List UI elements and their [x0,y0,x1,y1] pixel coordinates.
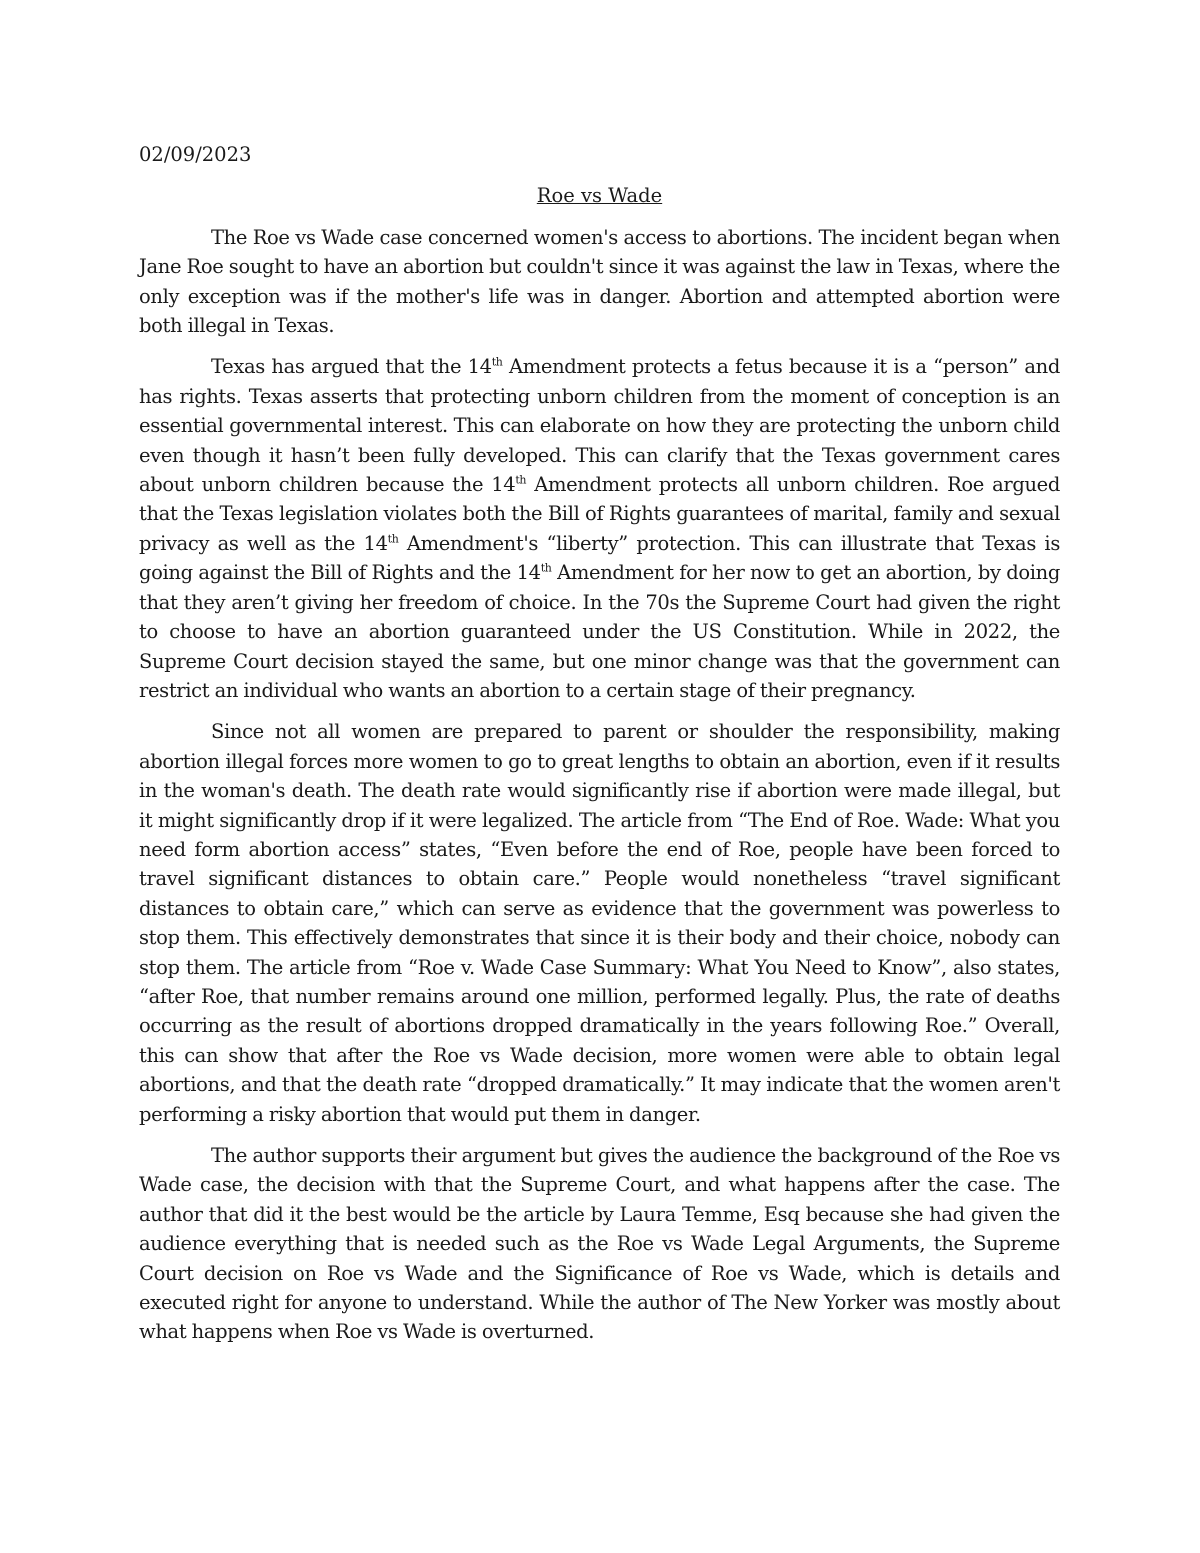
document-title: Roe vs Wade [536,184,663,208]
ordinal-superscript: th [491,355,503,369]
paragraph-text: Since not all women are prepared to parent or shoulder the responsibility, making abortion illegal forces more women to go to great lengths to obtain an abortion, even if it results in the woman's death. The death rate would significantly rise if abortion were made illegal, but it might significantly drop if it were legalized. The article from “The End of Roe. Wade: What you need form abortion access” states, “Even before the end of Roe, people have been forced to travel significant distances to obtain care.” People would nonetheless “travel significant distances to obtain care,” which can serve as evidence that the government was powerless to stop them. This effectively demonstrates that since it is their body and their choice, nobody can stop them. The article from “Roe v. Wade Case Summary: What You Need to Know”, also states, “after Roe, that number remains around one million, performed legally. Plus, the rate of deaths occurring as the result of abortions dropped dramatically in the years following Roe.” Overall, this can show that after the Roe vs Wade decision, more women were able to obtain legal abortions, and that the death rate “dropped dramatically.” It may indicate that the women aren't performing a risky abortion that would put them in danger. [139,720,1060,1126]
paragraph-text: Amendment protects a fetus because it is a “person” and has rights. Texas asserts that protecting unborn children from the moment of conception is an essential governmental interest. This can elaborate on how they are protecting the unborn child even though it hasn’t been fully developed. This can clarify that the Texas government cares about unborn children because the 14 [139,355,1060,497]
paragraph-text: The Roe vs Wade case concerned women's access to abortions. The incident began when Jane Roe sought to have an abortion but couldn't since it was against the law in Texas, where the only exception was if the mother's life was in danger. Abortion and attempted abortion were both illegal in Texas. [139,225,1060,338]
body-paragraph [139,1141,1060,1347]
paragraph-text: Texas has argued that the 14 [211,355,492,379]
paragraph-text: Amendment for her now to get an abortion, by doing that they aren’t giving her freedom of choice. In the 70s the Supreme Court had given the right to choose to have an abortion guaranteed under the US Constitution. While in 2022, the Supreme Court decision stayed the same, but one minor change was that the government can restrict an individual who wants an abortion to a certain stage of their pregnancy. [139,561,1061,702]
paragraph-text: Amendment's “liberty” protection. This can illustrate that Texas is going against the Bill of Rights and the 14 [139,531,1060,585]
document-body [139,223,1060,1347]
document-date: 02/09/2023 [139,143,252,166]
ordinal-superscript: th [515,473,527,487]
ordinal-superscript: th [540,561,552,575]
body-paragraph [139,352,1060,705]
body-paragraph [139,717,1060,1129]
paragraph-text: The author supports their argument but gives the audience the background of the Roe vs Wade case, the decision with that the Supreme Court, and what happens after the case. The author that did it the best would be the article by Laura Temme, Esq because she had given the audience everything that is needed such as the Roe vs Wade Legal Arguments, the Supreme Court decision on Roe vs Wade and the Significance of Roe vs Wade, which is details and executed right for anyone to understand. While the author of The New Yorker was mostly about what happens when Roe vs Wade is overturned. [139,1144,1060,1344]
body-paragraph [139,223,1060,341]
document-page [139,140,1060,1359]
paragraph-text: Amendment protects all unborn children. Roe argued that the Texas legislation violates both the Bill of Rights guarantees of marital, family and sexual privacy as well as the 14 [139,473,1060,555]
ordinal-superscript: th [387,532,399,546]
